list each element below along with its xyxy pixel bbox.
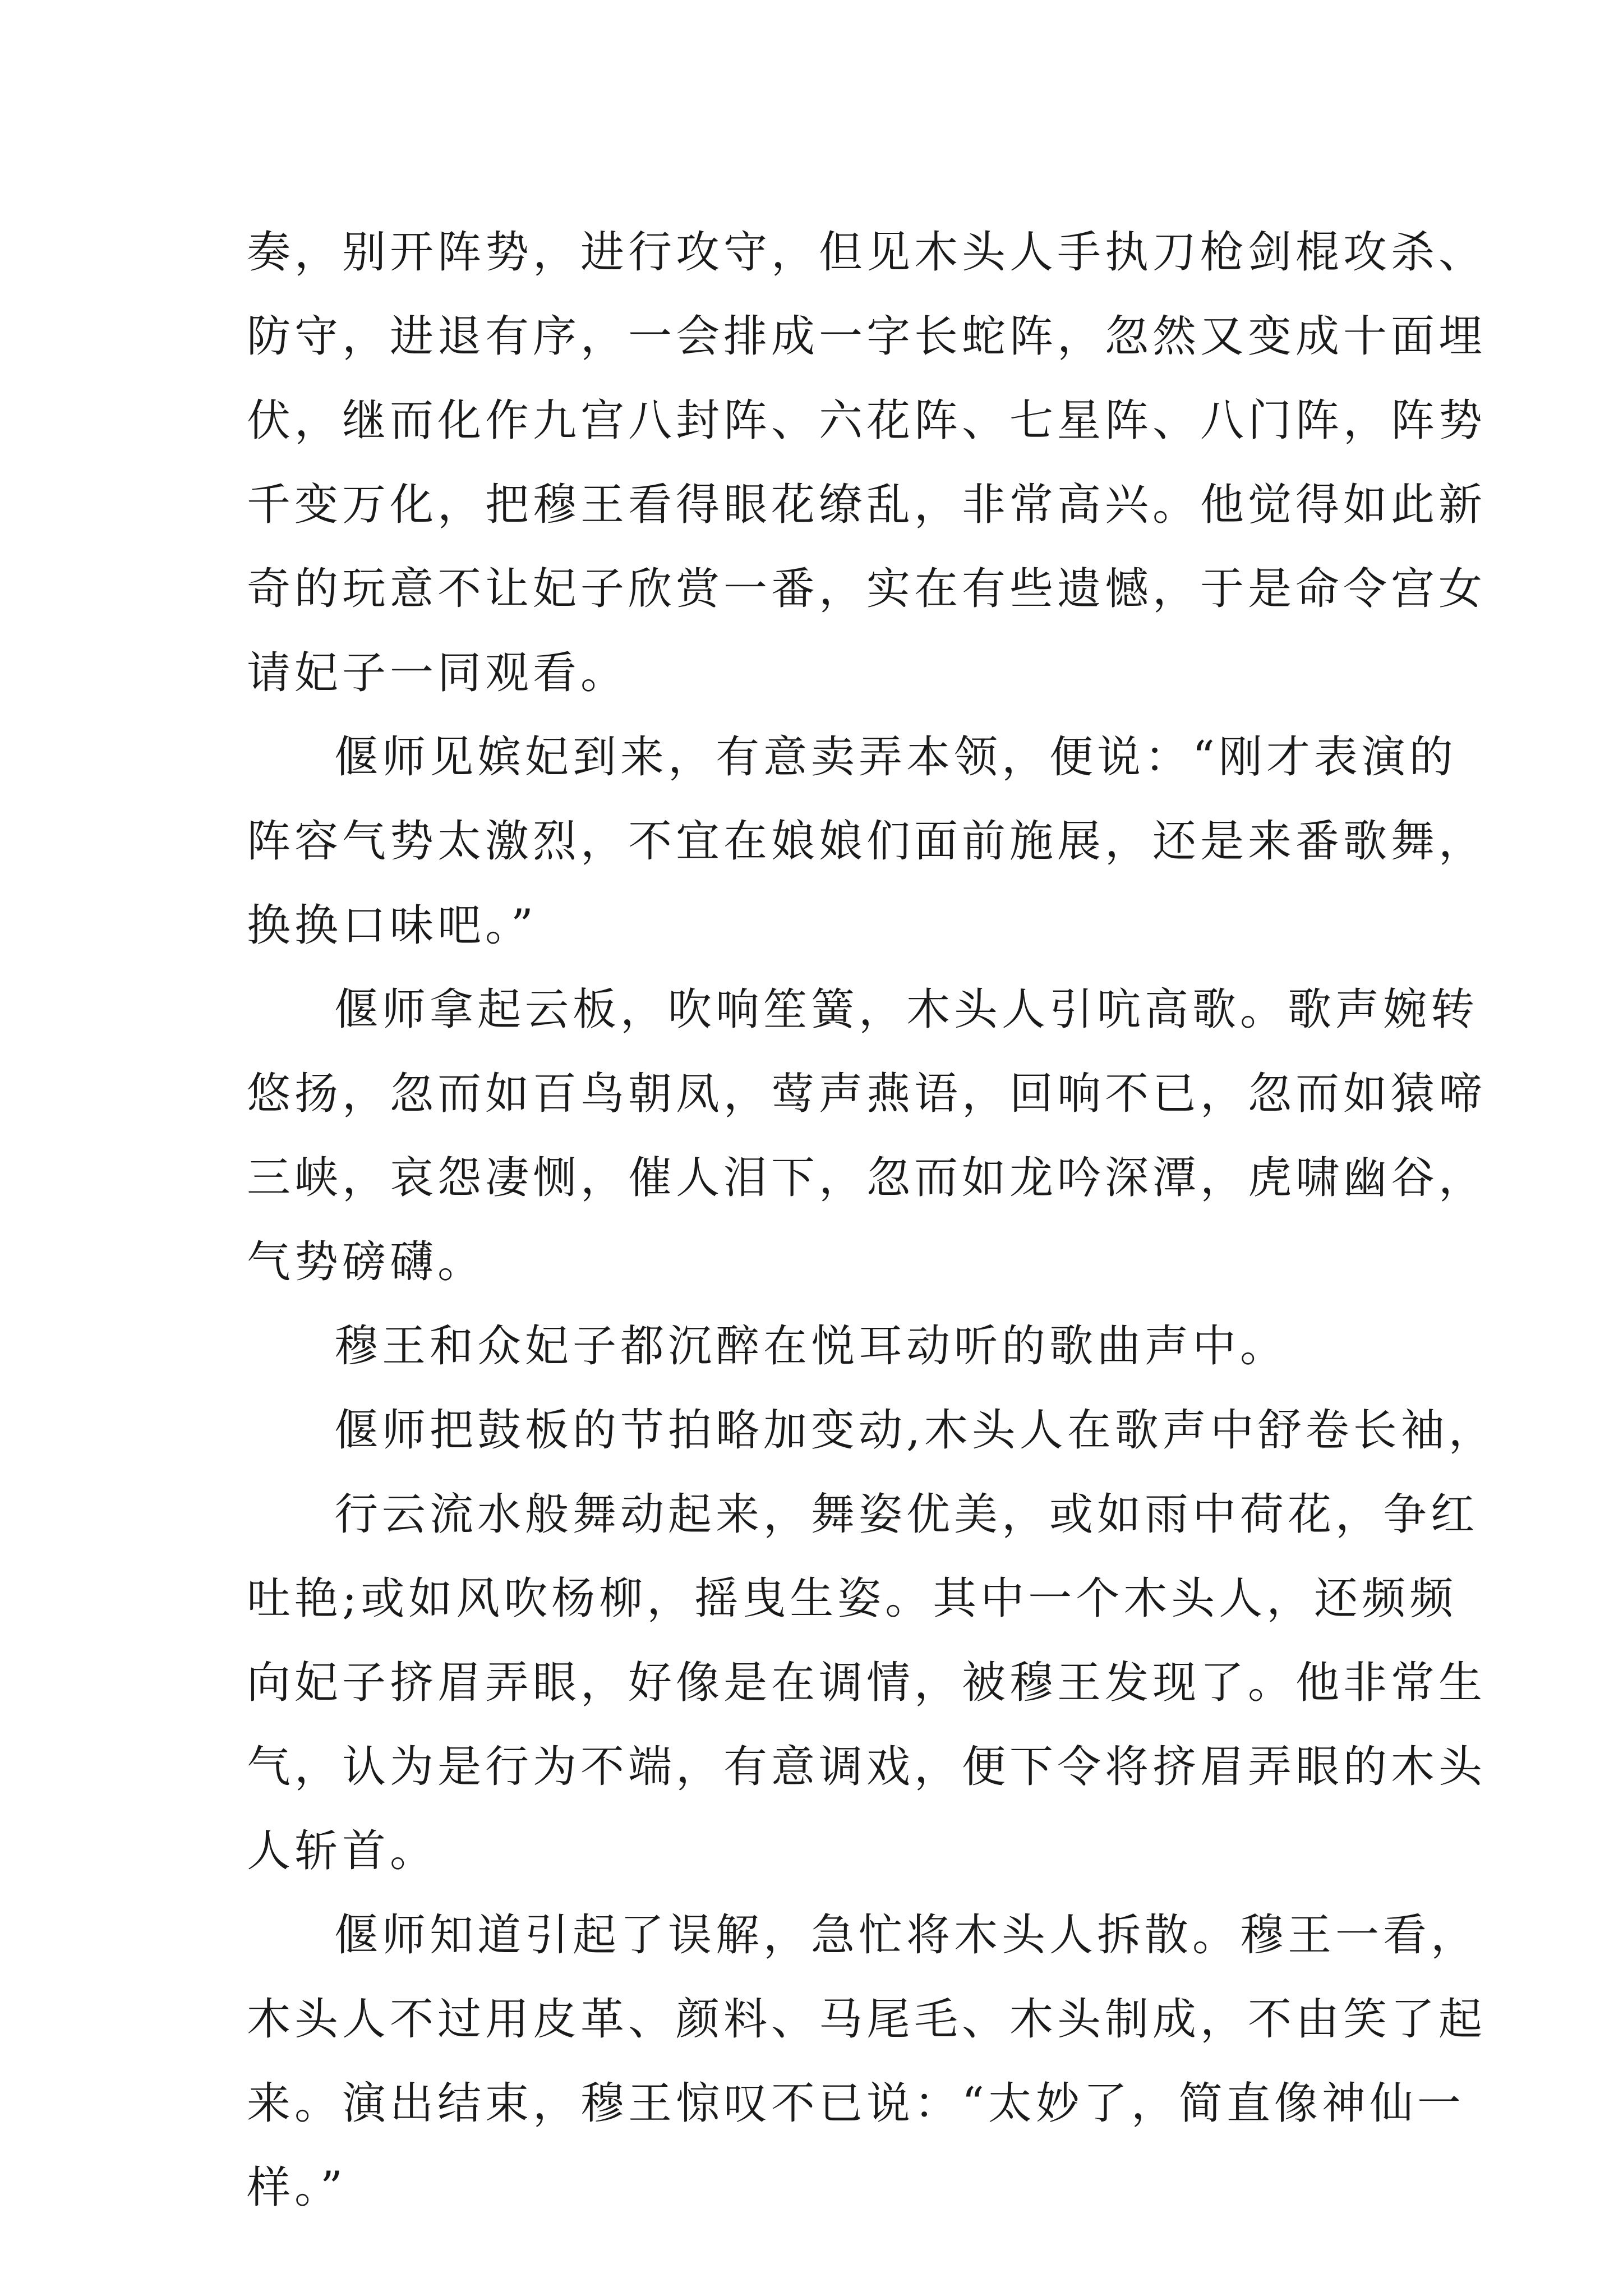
paragraph-first-line: 偃师把鼓板的节拍略加变动,木头人在歌声中舒卷长袖， <box>334 1405 1496 1456</box>
text-line: 奏，别开阵势，进行攻守，但见木头人手执刀枪剑棍攻杀、 <box>247 227 1487 278</box>
text-line: 换换口味吧。” <box>247 900 537 951</box>
text-line: 奇的玩意不让妃子欣赏一番，实在有些遗憾，于是命令宫女 <box>247 564 1487 614</box>
text-line: 防守，进退有序，一会排成一字长蛇阵，忽然又变成十面埋 <box>247 311 1487 362</box>
paragraph-first-line: 偃师见嫔妃到来，有意卖弄本领，便说：“刚才表演的 <box>334 732 1457 783</box>
paragraph-first-line: 偃师拿起云板，吹响笙簧，木头人引吭高歌。歌声婉转 <box>334 984 1479 1035</box>
text-line: 气势磅礴。 <box>247 1237 486 1287</box>
text-line: 气，认为是行为不端，有意调戏，便下令将挤眉弄眼的木头 <box>247 1742 1487 1792</box>
body-text <box>247 210 1496 2230</box>
text-line: 千变万化，把穆王看得眼花缭乱，非常高兴。他觉得如此新 <box>247 480 1487 530</box>
text-line: 请妃子一同观看。 <box>247 648 629 698</box>
paragraph-first-line: 行云流水般舞动起来，舞姿优美，或如雨中荷花，争红 <box>334 1489 1479 1540</box>
text-line: 来。演出结束，穆王惊叹不已说：“太妙了，简直像神仙一 <box>247 2078 1465 2129</box>
text-line: 吐艳;或如风吹杨柳，摇曳生姿。其中一个木头人，还频频 <box>247 1573 1458 1624</box>
text-line: 人斩首。 <box>247 1826 438 1876</box>
text-line: 三峡，哀怨凄恻，催人泪下，忽而如龙吟深潭，虎啸幽谷， <box>247 1153 1487 1203</box>
paragraph-first-line: 穆王和众妃子都沉醉在悦耳动听的歌曲声中。 <box>334 1321 1288 1372</box>
text-line: 伏，继而化作九宫八封阵、六花阵、七星阵、八门阵，阵势 <box>247 395 1487 446</box>
text-line: 阵容气势太激烈，不宜在娘娘们面前施展，还是来番歌舞， <box>247 816 1487 867</box>
text-line: 向妃子挤眉弄眼，好像是在调情，被穆王发现了。他非常生 <box>247 1658 1487 1708</box>
text-line: 悠扬，忽而如百鸟朝凤，莺声燕语，回响不已，忽而如猿啼 <box>247 1069 1487 1119</box>
text-line: 木头人不过用皮革、颜料、马尾毛、木头制成，不由笑了起 <box>247 1994 1487 2045</box>
paragraph-first-line: 偃师知道引起了误解，急忙将木头人拆散。穆王一看， <box>334 1910 1479 1961</box>
text-line: 样。” <box>247 2162 347 2213</box>
